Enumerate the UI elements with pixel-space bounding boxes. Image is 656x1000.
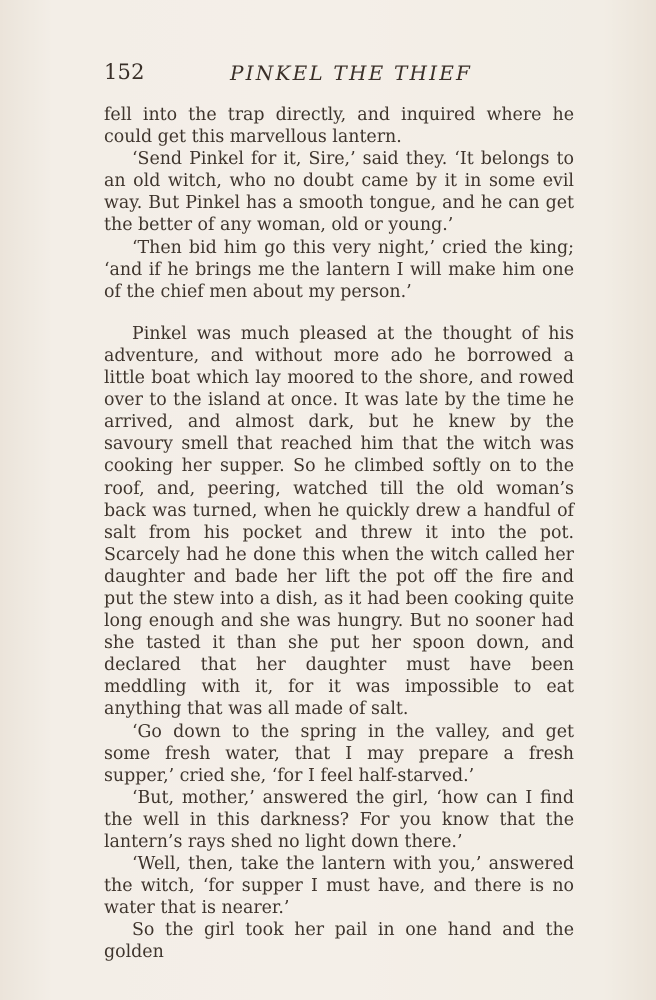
paragraph-pinkel-adventure: Pinkel was much pleased at the thought of his adventure, and without more ado he borrowed a little boat which lay moored to the shore, and rowed over to the island at once. It was late by the time he arrived, and almost dark, but he knew by the savoury smell that reached him that the witch was cooking her supper. So he climbed softly on to the roof, and, peering, watched till the old woman’s back was turned, when he quickly drew a handful of salt from his pocket and threw it into the pot. Scarcely had he done this when the witch called her daughter and bade her lift the pot off the fire and put the stew into a dish, as it had been cooking quite long enough and she was hungry. But no sooner had she tasted it than she put her spoon down, and declared that her daughter must have been meddling with it, for it was impossible to eat anything that was all made of salt.	[104, 323, 574, 720]
paragraph-daughter-reply: ‘But, mother,’ answered the girl, ‘how can I find the well in this darkness? For you know that the lantern’s rays shed no light down there.’	[104, 787, 574, 852]
paragraph-witch-answer: ‘Well, then, take the lantern with you,’ answered the witch, ‘for supper I must have, and there is no water that is nearer.’	[104, 854, 574, 919]
running-head: PINKEL THE THIEF	[230, 61, 473, 85]
paragraph-continuation: fell into the trap directly, and inquired where he could get this marvellous lantern.	[104, 105, 574, 148]
paragraph-king-command: ‘Then bid him go this very night,’ cried the king; ‘and if he brings me the lantern I will make him one of the chief men about my person.’	[104, 237, 574, 302]
page-header	[104, 60, 574, 90]
paragraph-girl-action: So the girl took her pail in one hand and the golden	[104, 920, 574, 963]
paragraph-dialogue-advice: ‘Send Pinkel for it, Sire,’ said they. ‘It belongs to an old witch, who no doubt came by it in some evil way. But Pinkel has a smooth tongue, and he can get the better of any woman, old or young.’	[104, 149, 574, 236]
page-number: 152	[104, 60, 145, 84]
page-body-text	[104, 104, 574, 964]
paragraph-witch-request: ‘Go down to the spring in the valley, and get some fresh water, that I may prepare a fresh supper,’ cried she, ‘for I feel half-starved.’	[104, 721, 574, 786]
